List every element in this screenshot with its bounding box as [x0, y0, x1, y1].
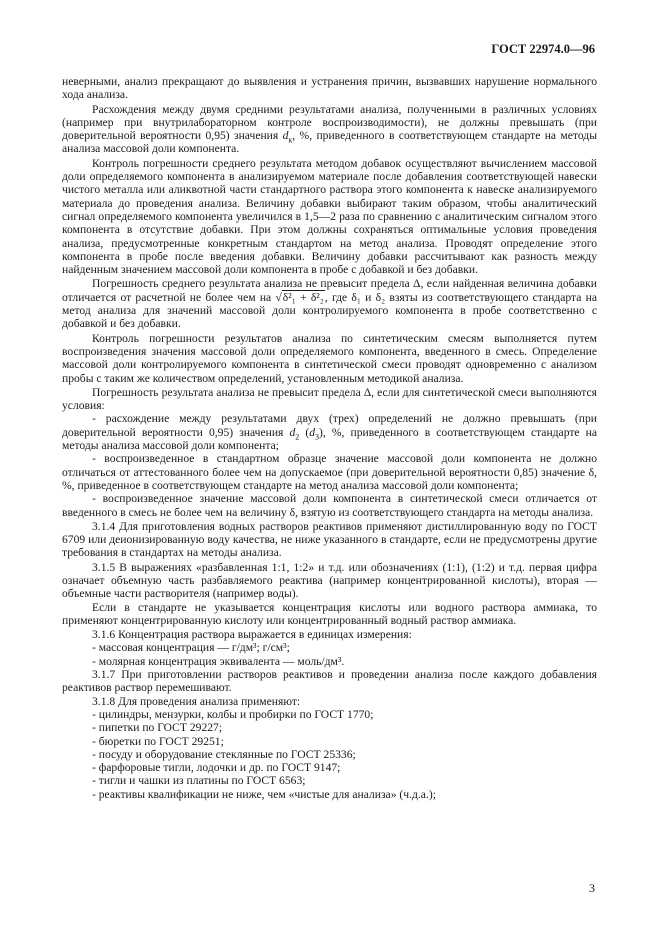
list-item: - пипетки по ГОСТ 29227;: [92, 721, 223, 735]
condition-item-3: - воспроизведенное значение массовой доли компонента в синтетической смеси отличается от введенного в смесь не более чем на величину δ, взятую из соответствующего стандарта на методы анализа.: [62, 492, 597, 519]
page-number: 3: [589, 881, 595, 895]
section-3-1-7: 3.1.7 При приготовлении растворов реактивов и проведении анализа после каждого добавления реактивов раствор перемешивают.: [62, 668, 597, 695]
section-3-1-8: 3.1.8 Для проведения анализа применяют:: [92, 694, 301, 708]
list-item: - бюретки по ГОСТ 29251;: [92, 734, 224, 748]
paragraph-continuation: неверными, анализ прекращают до выявления и устранения причин, вызвавших нарушение нормального хода анализа.: [62, 75, 597, 102]
equipment-list: [62, 708, 597, 801]
paragraph-conditions: Погрешность результата анализа не превысит предела Δ, если для синтетической смеси выполняются условия:: [62, 385, 597, 413]
list-item: - реактивы квалификации не ниже, чем «чистые для анализа» (ч.д.а.);: [92, 787, 436, 801]
page-body: [62, 75, 597, 801]
paragraph-synthetic-mixtures: Контроль погрешности результатов анализа по синтетическим смесям выполняется путем воспроизведения значения массовой доли определяемого компонента, введенного в смесь. Определение массовой доли контролируемого компонента в синтетической смеси проводят одновременно с анализом пробы с таким же количеством определений, установленным методикой анализа.: [62, 331, 597, 385]
section-3-1-4: 3.1.4 Для приготовления водных растворов реактивов применяют дистиллированную воду по ГОСТ 6709 или деионизированную воду качества, не ниже указанного в стандарте, если не предусмотрены другие требования в стандартах на методы анализа.: [62, 519, 597, 560]
unit-mass-concentration: - массовая концентрация — г/дм³; г/см³;: [92, 641, 290, 655]
condition-item-2: - воспроизведенное в стандартном образце значение массовой доли компонента не должно отличаться от аттестованного более чем на допускаемое (при доверительной вероятности 0,85) значение δ, %, приведенное в соответствующем стандарте на метод анализа массовой доли компонента;: [62, 452, 597, 492]
paragraph-concentration-note: Если в стандарте не указывается концентрация кислоты или водного раствора аммиака, то применяют концентрированную кислоту или концентрированный водный раствор аммиака.: [62, 600, 597, 627]
unit-molar-concentration: - молярная концентрация эквивалента — моль/дм³.: [92, 654, 345, 668]
list-item: - посуду и оборудование стеклянные по ГОСТ 25336;: [92, 747, 356, 761]
sqrt-formula: √δ²₁ + δ²₂: [275, 290, 324, 304]
list-item: - цилиндры, мензурки, колбы и пробирки по ГОСТ 1770;: [92, 707, 374, 721]
section-3-1-6: 3.1.6 Концентрация раствора выражается в единицах измерения:: [92, 628, 412, 642]
list-item: - тигли и чашки из платины по ГОСТ 6563;: [92, 774, 306, 788]
paragraph-divergence: Расхождения между двумя средними результатами анализа, полученными в различных условиях (например при внутрилабораторном контроле воспроизводимости), не должны превышать (при доверительной вероятности 0,95) значения $d_к$, %, приведенного в соответствующем стандарте на методы анализа массовой доли компонента.: [62, 102, 597, 156]
list-item: - фарфоровые тигли, лодочки и др. по ГОСТ 9147;: [92, 761, 341, 775]
section-3-1-5: 3.1.5 В выражениях «разбавленная 1:1, 1:2» и т.д. или обозначениях (1:1), (1:2) и т.д. первая цифра означает объемную часть разбавляемого реактива (например концентрированной кислоты), вторая — объемные части растворителя (например воды).: [62, 560, 597, 601]
paragraph-additive-method: Контроль погрешности среднего результата методом добавок осуществляют вычислением массовой доли определяемого компонента в анализируемом материале после добавления соответствующей навески чистого металла или аликвотной части стандартного раствора этого компонента к навеске анализируемого материала до проведения анализа. Величину добавки выбирают таким образом, чтобы аналитический сигнал определяемого компонента увеличился в 1,5—2 раза по сравнению с аналитическим сигналом этого компонента в отсутствие добавки. При этом должны сохраняться оптимальные условия проведения анализа, предусмотренные конкретным стандартом на метод анализа. Проводят определение этого компонента в пробе после введения добавки. Величину добавки рассчитывают как разность между найденным значением массовой доли компонента в пробе с добавкой и без добавки.: [62, 156, 597, 277]
condition-item-1: - расхождение между результатами двух (трех) определений не должно превышать (при доверительной вероятности 0,95) значения $d_2$ $(d_3)$, %, приведенного в соответствующем стандарте на методы анализа массовой доли компонента;: [62, 412, 597, 453]
paragraph-error-limit: Погрешность среднего результата анализа не превысит предела Δ, если найденная величина добавки отличается от расчетной не более чем на √δ²₁ + δ²₂, где δ₁ и δ₂ взяты из соответствующего стандарта на метод анализа для значений массовой доли контролируемого компонента в пробе соответственно с добавкой и без добавки.: [62, 277, 597, 331]
document-header: ГОСТ 22974.0—96: [491, 42, 595, 56]
